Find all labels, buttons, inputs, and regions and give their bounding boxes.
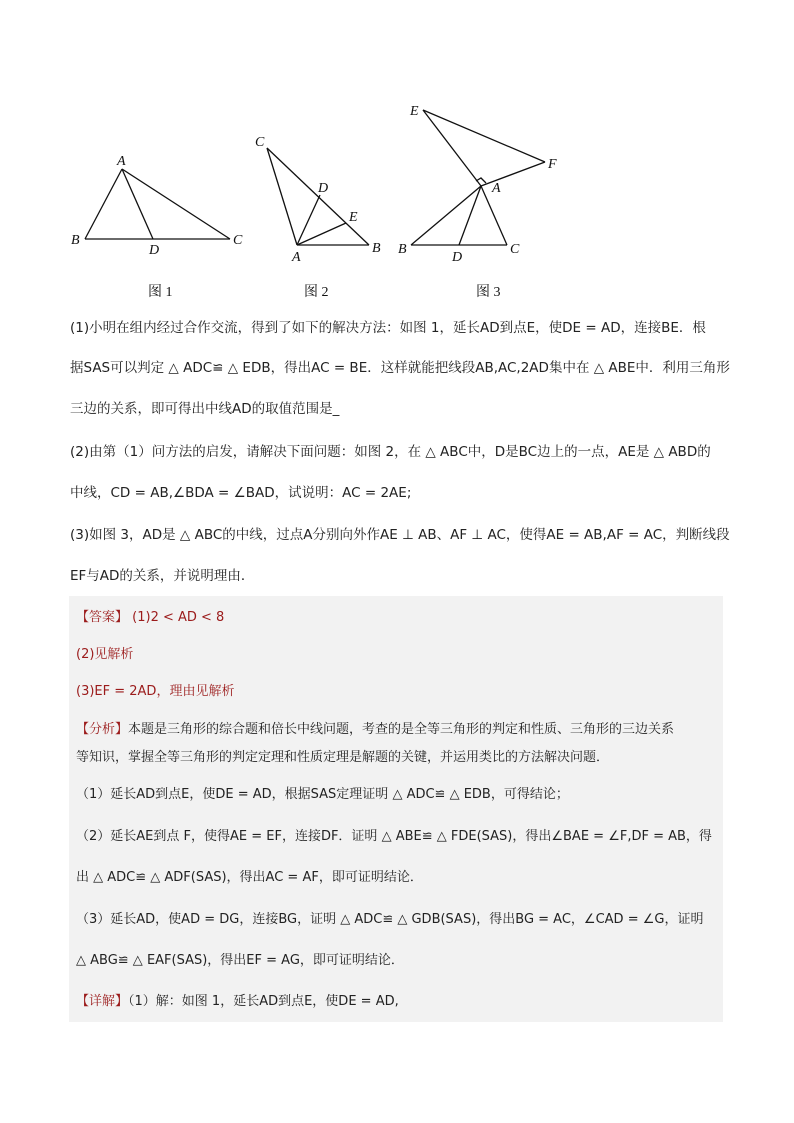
fig2-label-c: C bbox=[255, 135, 265, 150]
solution-step-2b: 出 △ ADC≌ △ ADF(SAS)，得出AC = AF，即可证明结论． bbox=[76, 870, 423, 885]
answer-value-1: (1)2 < AD < 8 bbox=[132, 610, 225, 625]
fig2-label-b: B bbox=[372, 241, 381, 256]
detail-text: （1）解：如图 1，延长AD到点E，使DE = AD, bbox=[128, 994, 399, 1009]
analysis-text-1: 本题是三角形的综合题和倍长中线问题，考查的是全等三角形的判定和性质、三角形的三边关系 bbox=[128, 722, 675, 737]
question-line-6: (3)如图 3，AD是 △ ABC的中线，过点A分别向外作AE ⊥ AB、AF ⊥ AC，使得AE = AB,AF = AC，判断线段 bbox=[70, 527, 730, 543]
detail-line bbox=[76, 990, 399, 1009]
fig1-label-a: A bbox=[117, 154, 126, 169]
question-line-1: (1)小明在组内经过合作交流，得到了如下的解决方法：如图 1，延长AD到点E，使DE = AD，连接BE．根 bbox=[70, 320, 706, 336]
fig2-label-d: D bbox=[318, 181, 329, 196]
answer-value-3: (3)EF = 2AD bbox=[76, 684, 157, 699]
figure-1-diagram bbox=[60, 150, 260, 260]
fig3-label-f: F bbox=[548, 157, 557, 172]
fig1-label-c: C bbox=[233, 233, 243, 248]
answer-value-3-rest: ，理由见解析 bbox=[156, 684, 235, 699]
detail-label: 【详解】 bbox=[76, 994, 129, 1009]
question-line-5: 中线，CD = AB,∠BDA = ∠BAD，试说明：AC = 2AE; bbox=[70, 485, 412, 501]
fig3-label-a: A bbox=[492, 181, 501, 196]
answer-line bbox=[76, 606, 224, 625]
answer-label: 【答案】 bbox=[76, 610, 129, 625]
fig3-label-c: C bbox=[510, 242, 520, 257]
fig1-label-d: D bbox=[149, 243, 160, 258]
figure-2-caption: 图 2 bbox=[304, 285, 329, 300]
solution-step-1: （1）延长AD到点E，使DE = AD，根据SAS定理证明 △ ADC≌ △ EDB，可得结论； bbox=[76, 787, 569, 802]
figure-1 bbox=[60, 150, 260, 264]
figure-3 bbox=[395, 95, 575, 269]
solution-step-3b: △ ABG≌ △ EAF(SAS)，得出EF = AG，即可证明结论． bbox=[76, 953, 404, 968]
analysis-line-1 bbox=[76, 718, 674, 737]
fig3-label-e: E bbox=[410, 104, 419, 119]
figure-2 bbox=[250, 130, 400, 269]
question-line-4: (2)由第（1）问方法的启发，请解决下面问题：如图 2，在 △ ABC中，D是BC边上的一点，AE是 △ ABD的 bbox=[70, 444, 711, 460]
analysis-label: 【分析】 bbox=[76, 722, 129, 737]
figure-1-caption: 图 1 bbox=[148, 285, 173, 300]
figure-3-diagram bbox=[395, 95, 575, 265]
figure-3-caption: 图 3 bbox=[476, 285, 501, 300]
answer-line-3 bbox=[76, 680, 234, 699]
fig1-label-b: B bbox=[71, 233, 80, 248]
question-line-3: 三边的关系，即可得出中线AD的取值范围是_ bbox=[70, 401, 340, 417]
question-line-2: 据SAS可以判定 △ ADC≌ △ EDB，得出AC = BE．这样就能把线段AB,AC,2AD集中在 △ ABE中．利用三角形 bbox=[70, 360, 730, 376]
fig2-label-a: A bbox=[292, 250, 301, 265]
fig3-label-b: B bbox=[398, 242, 407, 257]
analysis-text-2: 等知识，掌握全等三角形的判定定理和性质定理是解题的关键，并运用类比的方法解决问题． bbox=[76, 750, 610, 765]
figure-2-diagram bbox=[250, 130, 400, 265]
solution-step-3a: （3）延长AD，使AD = DG，连接BG，证明 △ ADC≌ △ GDB(SAS)，得出BG = AC，∠CAD = ∠G，证明 bbox=[76, 912, 704, 927]
question-line-7: EF与AD的关系，并说明理由． bbox=[70, 568, 255, 584]
answer-value-2: (2)见解析 bbox=[76, 647, 134, 662]
fig3-label-d: D bbox=[452, 250, 463, 265]
fig2-label-e: E bbox=[349, 210, 358, 225]
solution-step-2a: （2）延长AE到点 F，使得AE = EF，连接DF．证明 △ ABE≌ △ FDE(SAS)，得出∠BAE = ∠F,DF = AB，得 bbox=[76, 829, 712, 844]
